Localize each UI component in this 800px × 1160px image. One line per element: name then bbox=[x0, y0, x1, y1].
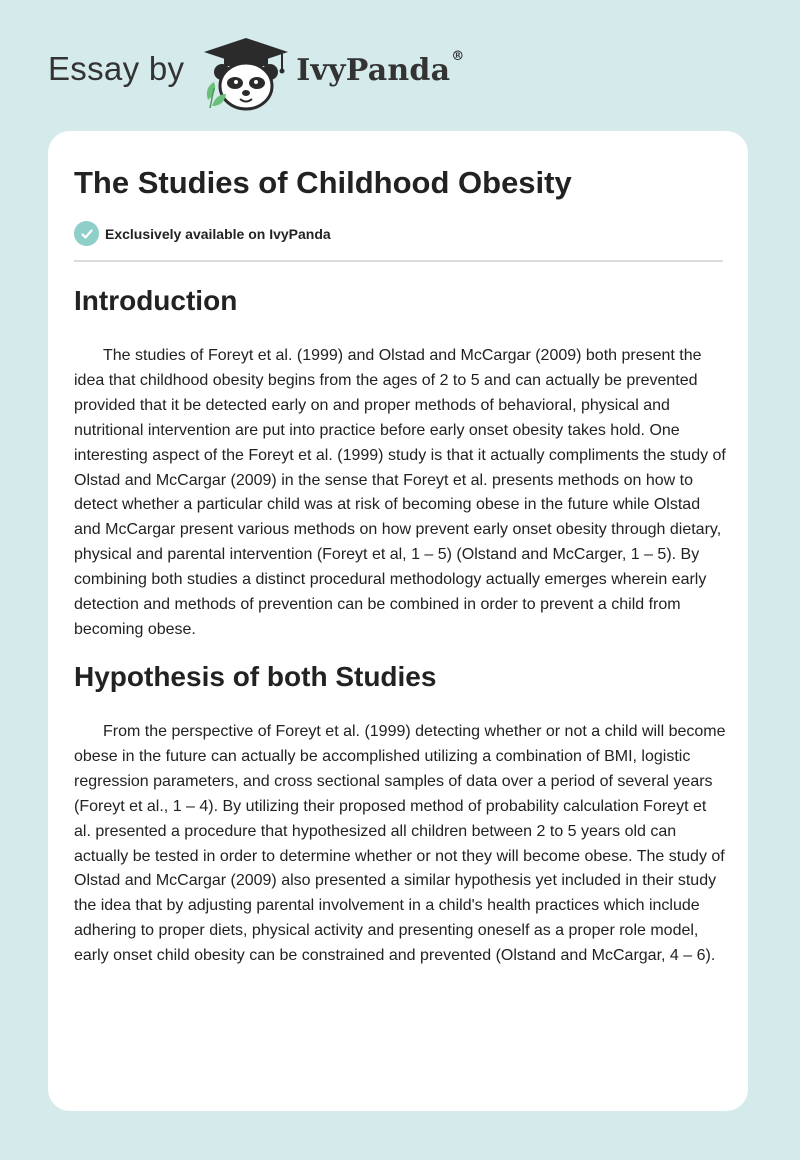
check-circle-icon bbox=[74, 221, 99, 246]
brand-prefix: Essay by bbox=[48, 50, 185, 87]
registered-mark: ® bbox=[451, 48, 465, 64]
article-card bbox=[48, 131, 748, 1111]
panda-graduate-icon[interactable] bbox=[202, 36, 290, 112]
brand-name[interactable]: IvyPanda® bbox=[296, 48, 465, 88]
site-header bbox=[48, 34, 464, 114]
exclusive-badge-text: Exclusively available on IvyPanda bbox=[105, 225, 331, 242]
article-title: The Studies of Childhood Obesity bbox=[74, 165, 572, 200]
section-paragraph-hypothesis: From the perspective of Foreyt et al. (1999) detecting whether or not a child will become obese in the future can actually be accomplished utilizing a combination of BMI, logistic regression parameters, and cross sectional samples of data over a period of several years (Foreyt et al., 1 – 4). By utilizing their proposed method of probability calculation Foreyt et al. presented a procedure that hypothesized all children between 2 to 5 years old can actually be tested in order to determine whether or not they will become obese. The study of Olstad and McCargar (2009) also presented a similar hypothesis yet included in their study the idea that by adjusting parental involvement in a child's health practices which include adhering to proper diets, physical activity and presenting oneself as a proper role model, early onset child obesity can be constrained and prevented (Olstand and McCargar, 4 – 6). bbox=[74, 723, 726, 965]
section-heading-introduction: Introduction bbox=[74, 285, 238, 316]
title-divider bbox=[74, 260, 723, 262]
section-heading-hypothesis: Hypothesis of both Studies bbox=[74, 661, 437, 692]
exclusive-badge bbox=[74, 221, 331, 246]
section-paragraph-introduction: The studies of Foreyt et al. (1999) and Olstad and McCargar (2009) both present the idea that childhood obesity begins from the ages of 2 to 5 and can actually be prevented provided that it be detected early on and proper methods of behavioral, physical and nutritional intervention are put into practice before early onset obesity takes hold. One interesting aspect of the Foreyt et al. (1999) study is that it actually compliments the study of Olstad and McCargar (2009) in the sense that Foreyt et al. presents methods on how to detect whether a particular child was at risk of becoming obese in the future while Olstad and McCargar present various methods on how prevent early onset obesity through dietary, physical and parental intervention (Foreyt et al, 1 – 5) (Olstand and McCarger, 1 – 5). By combining both studies a distinct procedural methodology actually emerges wherein early detection and methods of prevention can be combined in order to prevent a child from becoming obese. bbox=[74, 347, 726, 638]
